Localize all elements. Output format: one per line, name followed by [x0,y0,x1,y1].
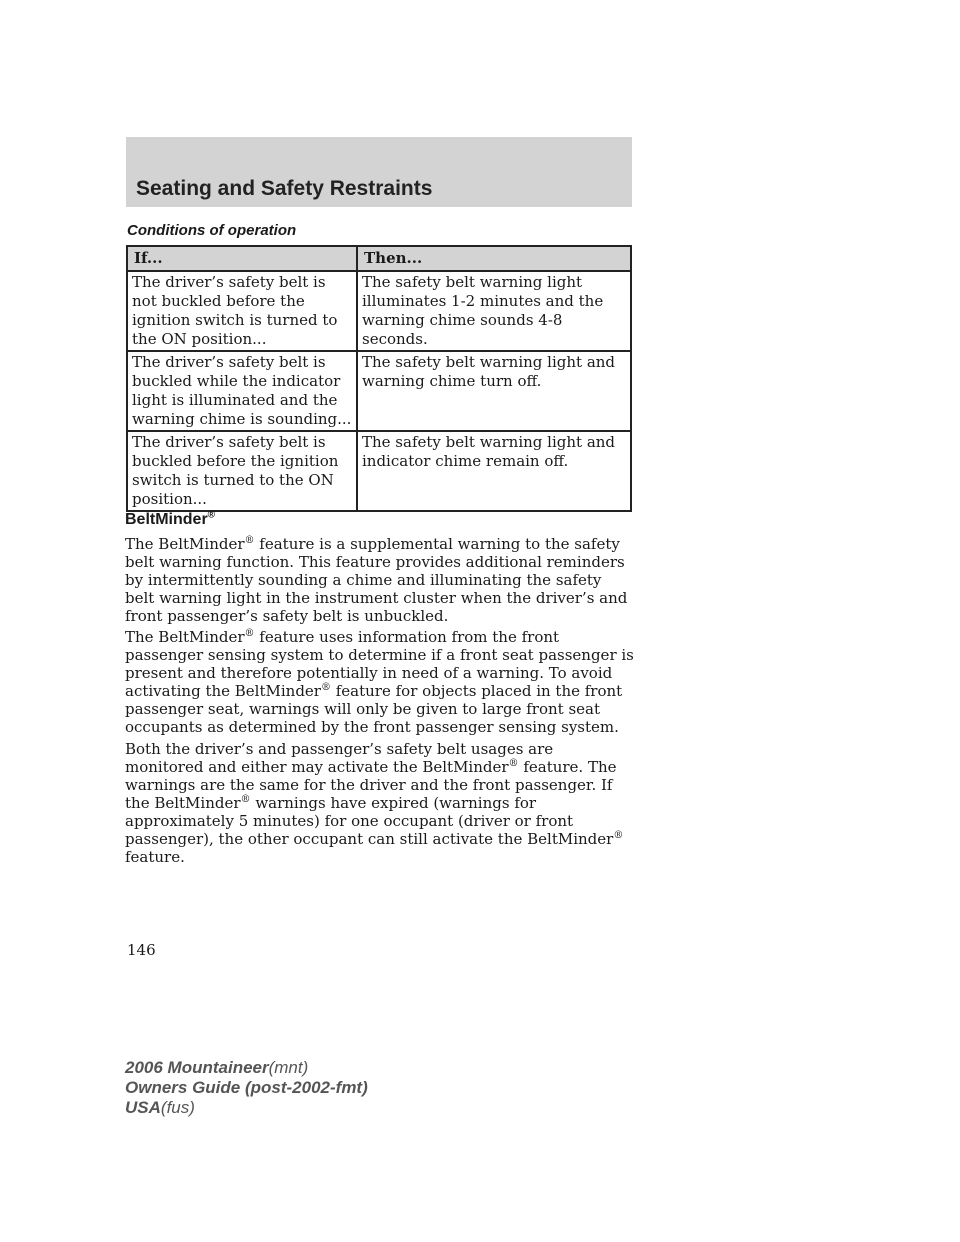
column-header-if: If... [127,246,357,271]
condition-cell: The driver’s safety belt is buckled while the indicator light is illuminated and the warning chime is sounding... [127,351,357,431]
registered-mark: ® [207,509,216,521]
beltminder-paragraph-3: Both the driver’s and passenger’s safety belt usages are monitored and either may activate the BeltMinder® feature. The warnings are the same for the driver and the front passenger. If the BeltMinder® warnings have expired (warnings for approximately 5 minutes) for one occupant (driver or front passenger), the other occupant can still activate the BeltMinder® feature. [125,740,624,866]
condition-cell: The driver’s safety belt is not buckled before the ignition switch is turned to the ON position... [127,271,357,351]
beltminder-paragraph-2: The BeltMinder® feature uses information from the front passenger sensing system to determine if a front seat passenger is present and therefore potentially in need of a warning. To avoid activating the BeltMinder® feature for objects placed in the front passenger seat, warnings will only be given to large front seat occupants as determined by the front passenger sensing system. [125,628,634,736]
result-cell: The safety belt warning light and indicator chime remain off. [357,431,631,511]
section-title: Seating and Safety Restraints [136,177,433,200]
result-cell: The safety belt warning light illuminates 1-2 minutes and the warning chime sounds 4-8 seconds. [357,271,631,351]
column-header-then: Then... [357,246,631,271]
condition-cell: The driver’s safety belt is buckled before the ignition switch is turned to the ON position... [127,431,357,511]
beltminder-paragraph-1: The BeltMinder® feature is a supplemental warning to the safety belt warning function. This feature provides additional reminders by intermittently sounding a chime and illuminating the safety belt warning light in the instrument cluster when the driver’s and front passenger’s safety belt is unbuckled. [125,535,628,625]
table-row [127,431,631,511]
result-cell: The safety belt warning light and warning chime turn off. [357,351,631,431]
document-footer: 2006 Mountaineer(mnt) Owners Guide (post-2002-fmt) USA(fus) [125,1058,368,1117]
section-header-band [126,137,632,207]
table-header-row [127,246,631,271]
table-row [127,351,631,431]
page-number: 146 [127,941,156,959]
table-row [127,271,631,351]
beltminder-heading: BeltMinder® [125,509,216,528]
conditions-table [126,245,632,512]
conditions-heading: Conditions of operation [127,222,297,239]
